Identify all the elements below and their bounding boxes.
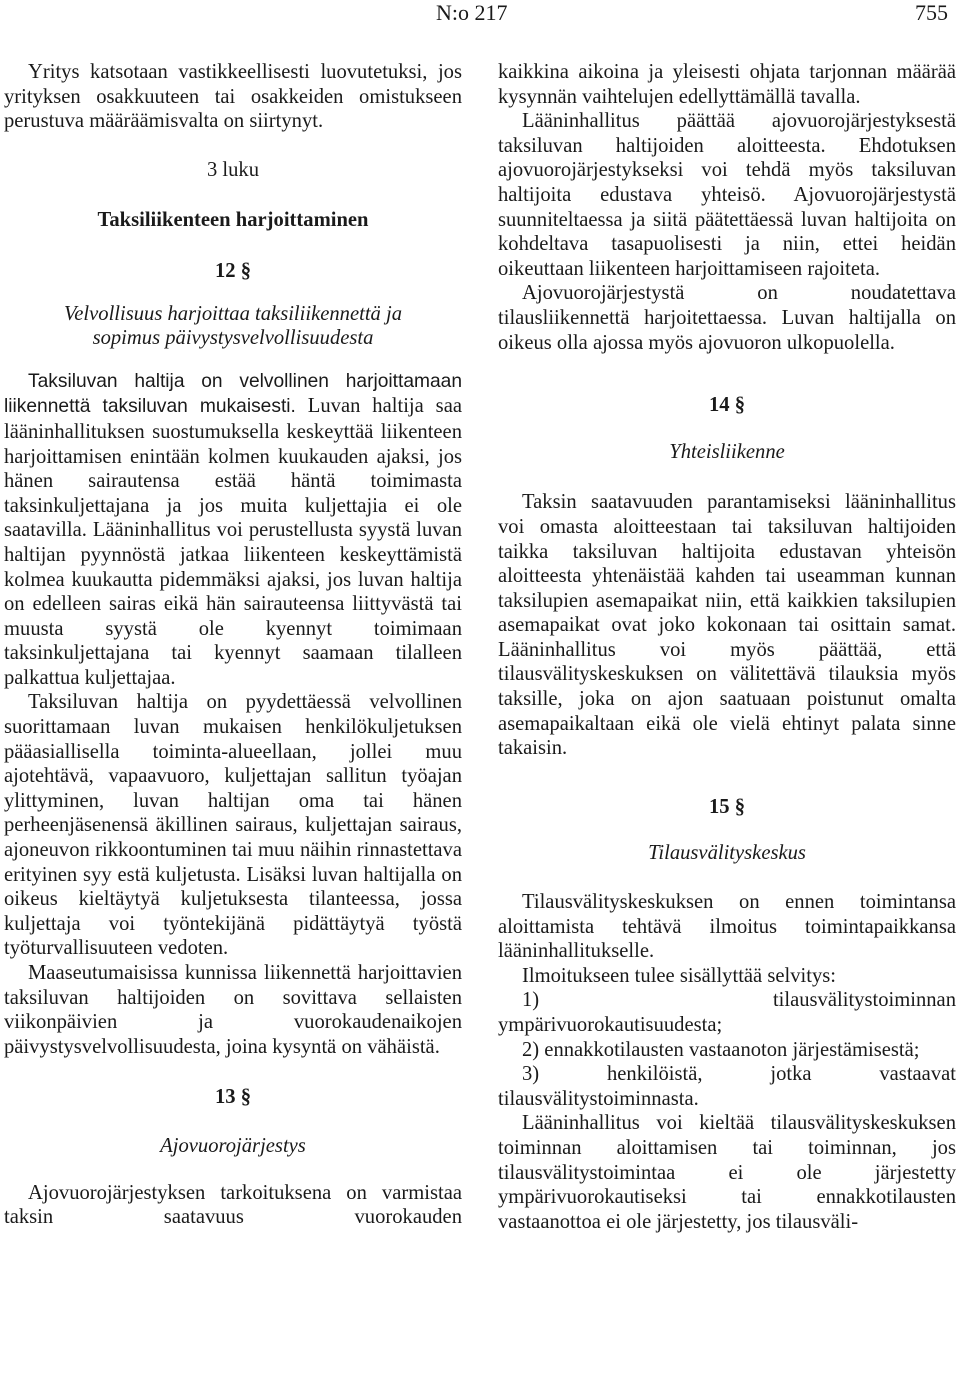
section-12-paragraph-3: Maaseutumaisissa kunnissa liikennettä harjoittavien taksiluvan haltijoiden on sovittava sellaisten viikonpäivien ja vuorokaudenaikojen päivystysvelvollisuudesta, joina kysyntä on vähäistä. xyxy=(4,962,462,1058)
section-12-number: 12 § xyxy=(214,259,252,282)
section-14-number: 14 § xyxy=(708,394,746,417)
section-15-paragraph-2: Ilmoitukseen tulee sisällyttää selvitys: xyxy=(522,964,836,987)
section-12-title-line2: sopimus päivystysvelvollisuudesta xyxy=(92,327,374,350)
section-12-paragraph-1 xyxy=(4,369,462,691)
section-14-title: Yhteisliikenne xyxy=(669,440,785,463)
section-12-paragraph-2: Taksiluvan haltija on pyydettäessä velvollinen suorittamaan luvan mukaisen henkilökuljetuksen pääasiallisella toiminta-alueellaan, jollei muu ajotehtävä, vapaavuoro, kuljettajan sallitun työajan ylittyminen, luvan haltijan oma tai hänen perheenjäsenensä äkillinen sairaus, kuljettajan sairaus, ajoneuvon rikkoontuminen tai muu näihin rinnastettava erityinen syy estä kuljetusta. Lisäksi luvan haltijalla on oikeus kieltäytyä kuljetuksesta tilanteessa, jossa kuljettaja voi työntekijänä pidättäytyä työstä työturvallisuuteen vedoten. xyxy=(4,691,462,960)
chapter-title: Taksiliikenteen harjoittaminen xyxy=(97,209,369,232)
section-15-item-3: 3) henkilöistä, jotka vastaavat tilausvälitystoiminnasta. xyxy=(498,1063,956,1110)
left-column xyxy=(4,60,462,1230)
section-15-item-2: 2) ennakkotilausten vastaanoton järjestämisestä; xyxy=(522,1038,920,1061)
section-15-paragraph-1: Tilausvälityskeskuksen on ennen toimintansa aloittamista tehtävä ilmoitus toimintapaikkansa lääninhallitukselle. xyxy=(498,891,956,963)
issue-number: N:o 217 xyxy=(436,0,508,25)
section-13-paragraph-3: Ajovuorojärjestystä on noudatettava tilausliikennettä harjoitettaessa. Luvan haltijalla on oikeus olla ajossa myös ajovuoron ulkopuolella. xyxy=(498,282,956,354)
chapter-number: 3 luku xyxy=(206,158,260,181)
section-12-paragraph-1-sans: Taksiluvan haltija on velvollinen harjoittamaan liikennettä taksiluvan mukaisesti. xyxy=(4,370,462,418)
section-14-paragraph-1: Taksin saatavuuden parantamiseksi lääninhallitus voi omasta aloitteestaan tai taksiluvan haltijoiden taikka taksiluvan haltijoita edustavan yhteisön aloitteesta yhtenäistää kahden tai useamman kunnan taksilupien asemapaikat niin, että kaikkien taksilupien asemapaikat ovat joko kokonaan tai osittain samat. Lääninhallitus voi myös päättää, että tilausvälityskeskuksen on välitettävä tilauksia myös taksille, joka on ajon saatuaan poistunut omalta asemapaikaltaan eikä ole vielä ehtinyt palata sinne takaisin. xyxy=(498,491,956,760)
section-13-paragraph-1-end: kaikkina aikoina ja yleisesti ohjata tarjonnan määrää kysynnän vaihtelujen edellyttämällä tavalla. xyxy=(498,61,956,108)
paragraph-intro: Yritys katsotaan vastikkeellisesti luovutetuksi, jos yrityksen osakkuuteen tai osakkeiden omistukseen perustuva määräämisvalta on siirtynyt. xyxy=(4,61,462,133)
section-13-paragraph-2: Lääninhallitus päättää ajovuorojärjestyksestä taksiluvan haltijoiden aloitteesta. Ehdotuksen ajovuorojärjestykseksi voi tehdä myös taksiluvan haltijoita edustava yhteisö. Ajovuorojärjestystä suunniteltaessa ja siitä päätettäessä luvan haltijoita on kohdeltava tasapuolisesti ja niin, ettei heidän oikeuttaan liikenteen harjoittamiseen rajoiteta. xyxy=(498,110,956,280)
section-15-number: 15 § xyxy=(708,795,746,818)
page-header xyxy=(0,0,960,30)
section-15-item-1: 1) tilausvälitystoiminnan ympärivuorokautisuudesta; xyxy=(498,989,956,1036)
section-13-title: Ajovuorojärjestys xyxy=(160,1134,306,1157)
section-13-paragraph-1-start: Ajovuorojärjestyksen tarkoituksena on varmistaa taksin saatavuus vuorokauden xyxy=(4,1181,462,1229)
page-number: 755 xyxy=(915,0,948,25)
section-13-number: 13 § xyxy=(214,1086,252,1109)
section-12-title-line1: Velvollisuus harjoittaa taksiliikennettä ja xyxy=(63,302,403,325)
right-column xyxy=(498,60,956,1234)
section-15-paragraph-3: Lääninhallitus voi kieltää tilausvälityskeskuksen toiminnan aloittamisen tai toiminnan, jos tilausvälitystoimintaa ei ole järjestetty ympärivuorokautiseksi tai ennakkotilausten vastaanottoa ei ole järjestetty, jos tilausväli- xyxy=(498,1112,956,1233)
section-15-title: Tilausvälityskeskus xyxy=(648,842,806,865)
section-12-paragraph-1-rest: Luvan haltija saa lääninhallituksen suostumuksella keskeyttää liikenteen harjoittamisen enintään kolmen kuukauden ajaksi, jos hänen sairautensa estää häntä toimimasta taksinkuljettajana ja jos muita kuljettajia ei ole saatavilla. Lääninhallitus voi perustellusta syystä luvan haltijan pyynnöstä jatkaa liikenteen keskeyttämistä kolmea kuukautta pidemmäksi ajaksi, jos luvan haltija on edelleen sairas eikä hän sairauteensa liittyvästä tai muusta syystä ole kyennyt toimimaan taksinkuljettajana tai kyennyt saamaan tilalleen palkattua kuljettajaa. xyxy=(4,395,462,689)
